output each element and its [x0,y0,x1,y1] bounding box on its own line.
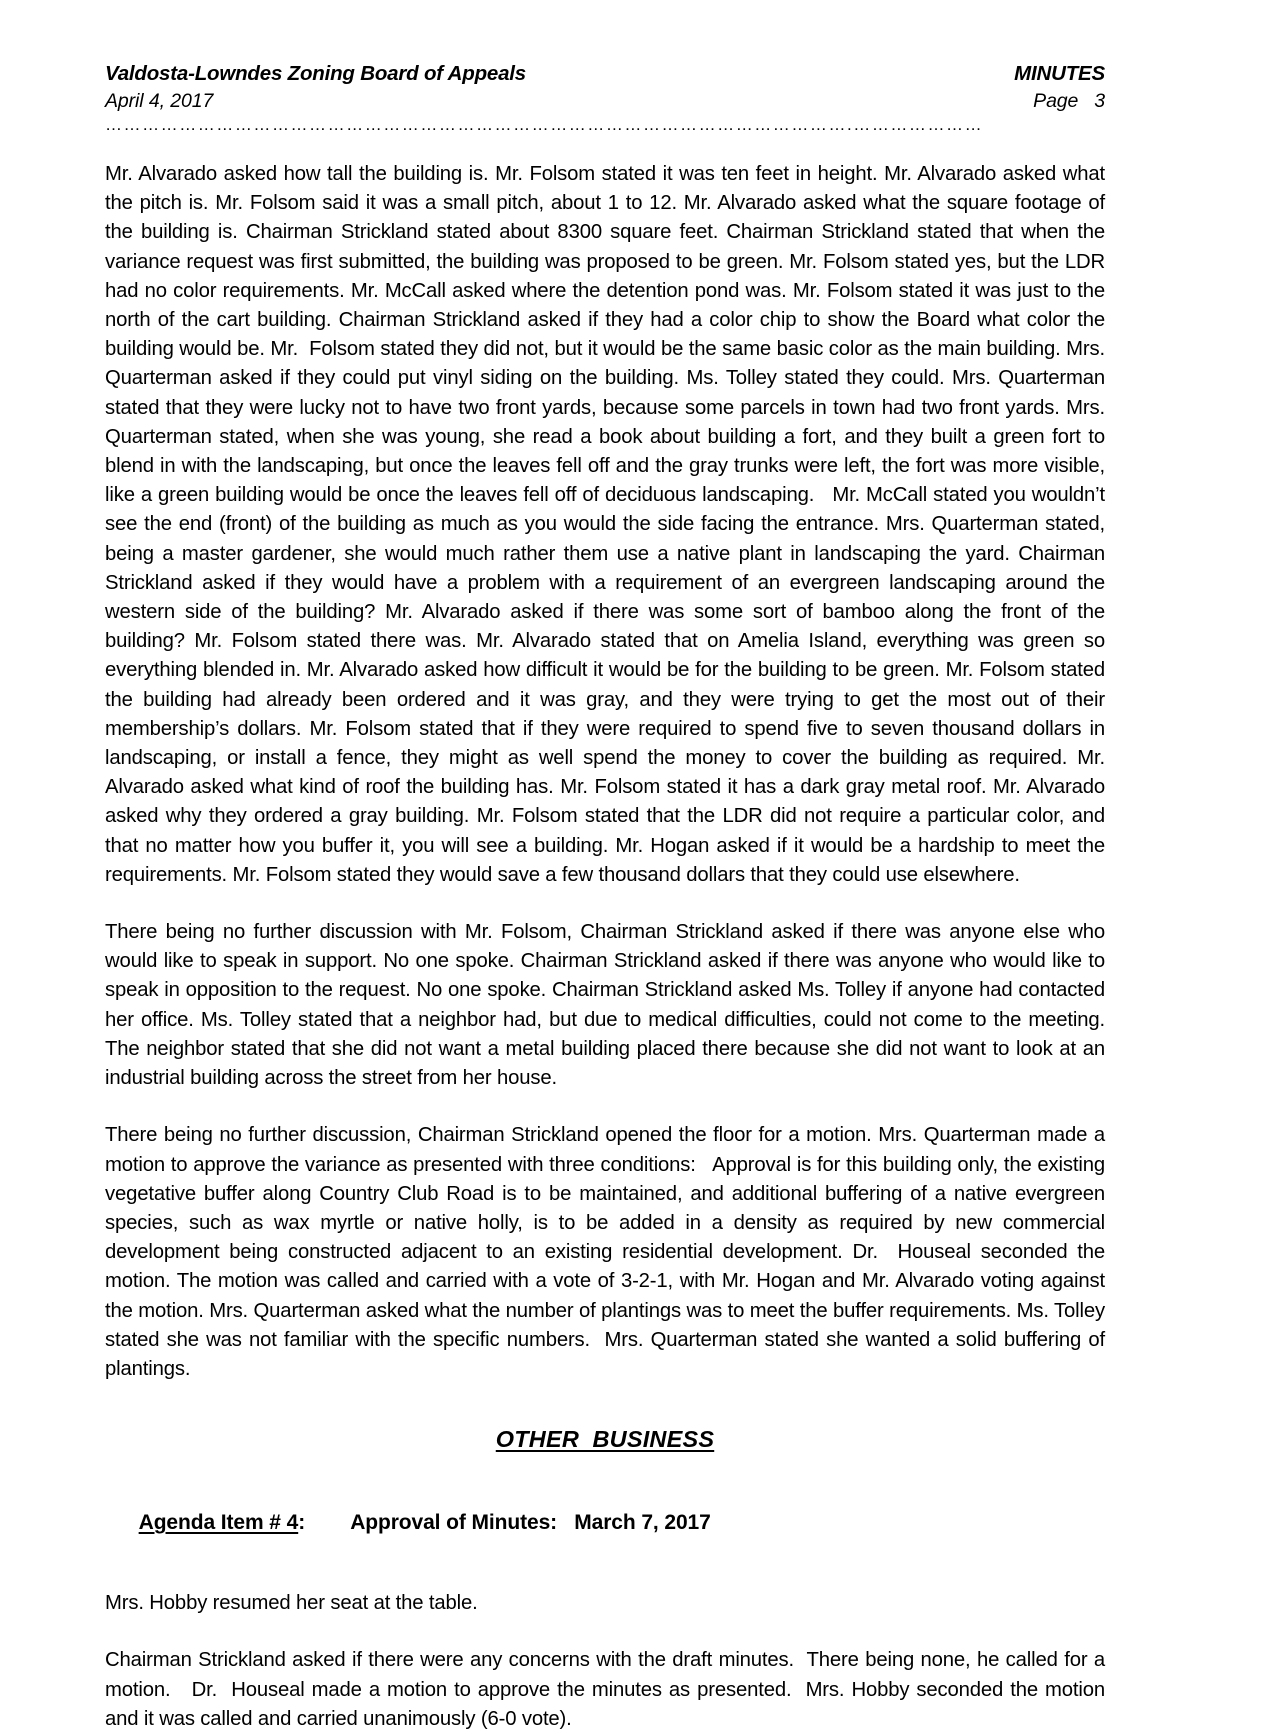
agenda-item-heading [105,1487,1105,1559]
header-line-title [105,62,1105,86]
document-type: MINUTES [1014,62,1105,85]
page-number: Page 3 [1033,90,1105,112]
document-header [105,62,1105,134]
body-paragraph: Chairman Strickland asked if there were any concerns with the draft minutes. There being none, he called for a motion. Dr. Houseal made a motion to approve the minutes as presented. Mrs. Hobby seconded the motion and it was called and carried unanimously (6-0 vote). [105,1649,1111,1730]
meeting-date: April 4, 2017 [105,90,214,112]
agenda-item-number: Agenda Item # 4 [138,1511,299,1535]
body-paragraph: There being no further discussion with Mr. Folsom, Chairman Strickland asked if there was anyone else who would like to speak in support. No one spoke. Chairman Strickland asked if there was anyone who would like to speak in opposition to the request. No one spoke. Chairman Strickland asked Ms. Tolley if anyone had contacted her office. Ms. Tolley stated that a neighbor had, but due to medical difficulties, could not come to the meeting. The neighbor stated that she did not want a metal building placed there because she did not want to look at an industrial building across the street from her house. [105,921,1111,1090]
agenda-item-colon: : [298,1511,306,1535]
organization-name: Valdosta-Lowndes Zoning Board of Appeals [105,62,526,85]
section-heading-other-business [105,1426,1105,1453]
section-heading-text: OTHER BUSINESS [495,1426,715,1453]
page-content [105,62,1111,1734]
body-paragraph: Mr. Alvarado asked how tall the building is. Mr. Folsom stated it was ten feet in height. Mr. Alvarado asked what the pitch is. Mr. Folsom said it was a small pitch, about 1 to 12. Mr. Alvarado asked what the square footage of the building is. Chairman Strickland stated about 8300 square feet. Chairman Strickland stated that when the variance request was first submitted, the building was proposed to be green. Mr. Folsom stated yes, but the LDR had no color requirements. Mr. McCall asked where the detention pond was. Mr. Folsom stated it was just to the north of the cart building. Chairman Strickland asked if they had a color chip to show the Board what color the building would be. Mr. Folsom stated they did not, but it would be the same basic color as the main building. Mrs. Quarterman asked if they could put vinyl siding on the building. Ms. Tolley stated they could. Mrs. Quarterman stated that they were lucky not to have two front yards, because some parcels in town had two front yards. Mrs. Quarterman stated, when she was young, she read a book about building a fort, and they built a green fort to blend in with the landscaping, but once the leaves fell off and the gray trunks were left, the fort was more visible, like a green building would be once the leaves fell off of deciduous landscaping. Mr. McCall stated you wouldn’t see the end (front) of the building as much as you would the side facing the entrance. Mrs. Quarterman stated, being a master gardener, she would much rather them use a native plant in landscaping the yard. Chairman Strickland asked if they would have a problem with a requirement of an evergreen landscaping around the western side of the building? Mr. Alvarado asked if there was some sort of bamboo along the front of the building? Mr. Folsom stated there was. Mr. Alvarado stated that on Amelia Island, everything was green so everything blended in. Mr. Alvarado asked how difficult it would be for the building to be green. Mr. Folsom stated the building had already been ordered and it was gray, and they were trying to get the most out of their membership’s dollars. Mr. Folsom stated that if they were required to spend five to seven thousand dollars in landscaping, or install a fence, they might as well spend the money to cover the building as required. Mr. Alvarado asked what kind of roof the building has. Mr. Folsom stated it has a dark gray metal roof. Mr. Alvarado asked why they ordered a gray building. Mr. Folsom stated that the LDR did not require a particular color, and that no matter how you buffer it, you will see a building. Mr. Hogan asked if it would be a hardship to meet the requirements. Mr. Folsom stated they would save a few thousand dollars that they could use elsewhere. [105,163,1111,886]
header-divider: ………………………………………………………………………………………………………….………………… [105,115,984,134]
body-paragraph: There being no further discussion, Chairman Strickland opened the floor for a motion. Mrs. Quarterman made a motion to approve the variance as presented with three conditions: Approval is for this building only, the existing vegetative buffer along Country Club Road is to be maintained, and additional buffering of a native evergreen species, such as wax myrtle or native holly, is to be added in a density as required by new commercial development being constructed adjacent to an existing residential development. Dr. Houseal seconded the motion. The motion was called and carried with a vote of 3-2-1, with Mr. Hogan and Mr. Alvarado voting against the motion. Mrs. Quarterman asked what the number of plantings was to meet the buffer requirements. Ms. Tolley stated she was not familiar with the specific numbers. Mrs. Quarterman stated she wanted a solid buffering of plantings. [105,1124,1111,1380]
agenda-item-title: Approval of Minutes: March 7, 2017 [305,1511,711,1535]
body-paragraph: Mrs. Hobby resumed her seat at the table. [105,1592,478,1615]
header-line-date [105,90,1105,113]
